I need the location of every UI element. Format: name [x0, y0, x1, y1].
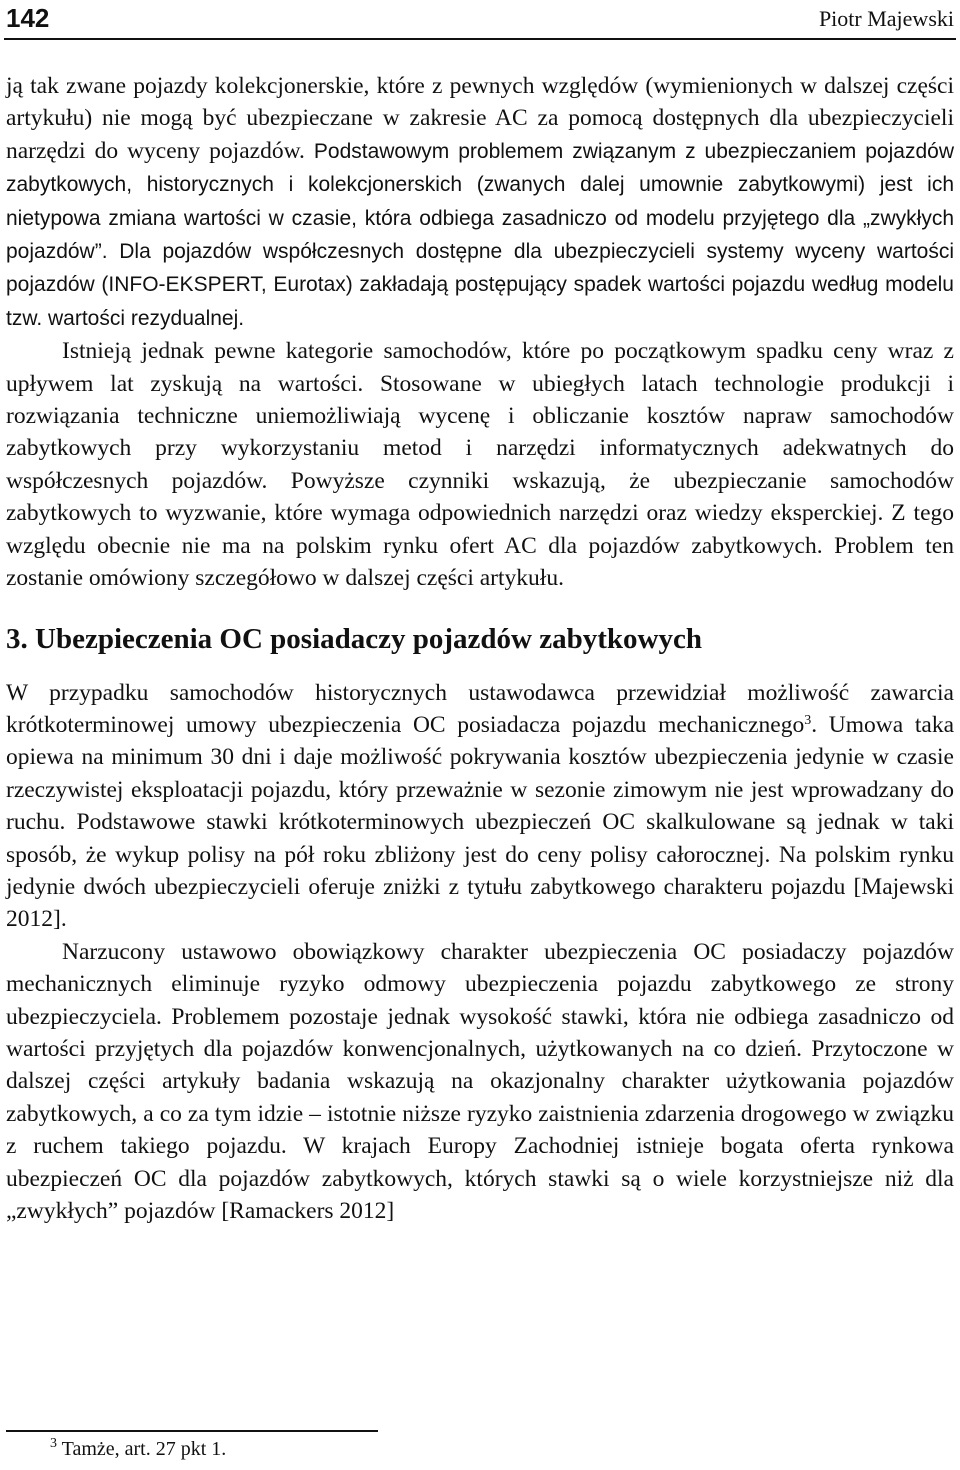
- page-number: 142: [6, 3, 50, 33]
- footnote-text: Tamże, art. 27 pkt 1.: [57, 1438, 227, 1460]
- paragraph-3-text-start: W przypadku samochodów historycznych ustawodawca przewidział możliwość zawarcia krótkoterminowej umowy ubezpieczenia OC posiadacza pojazdu mechanicznego: [6, 679, 954, 738]
- paragraph-3-text-end: . Umowa taka opiewa na minimum 30 dni i daje możliwość pokrywania kosztów ubezpieczenia jedynie w czasie rzeczywistej eksploatacji pojazdu, który przeważnie w sezonie zimowym nie jest wprowadzany do ruchu. Podstawowe stawki krótkoterminowych ubezpieczeń OC skalkulowane są jednak w taki sposób, że wykup polisy na pół roku zbliżony jest do ceny polisy całorocznej. Na polskim rynku jedynie dwóch ubezpieczycieli oferuje zniżki z tytułu zabytkowego charakteru pojazdu [Majewski 2012].: [6, 711, 954, 933]
- paragraph-1: [6, 70, 954, 335]
- section-heading: 3. Ubezpieczenia OC posiadaczy pojazdów zabytkowych: [6, 622, 702, 655]
- running-author: Piotr Majewski: [818, 6, 954, 31]
- footnote-marker: 3: [50, 1436, 57, 1451]
- header-rule: [4, 38, 956, 40]
- paragraph-2: Istnieją jednak pewne kategorie samochodów, które po początkowym spadku ceny wraz z upływem lat zyskują na wartości. Stosowane w ubiegłych latach technologie produkcji i rozwiązania techniczne uniemożliwiają wycenę i obliczanie kosztów napraw samochodów zabytkowych przy wykorzystaniu metod i narzędzi informatycznych adekwatnych do współczesnych pojazdów. Powyższe czynniki wskazują, że ubezpieczanie samochodów zabytkowych to wyzwanie, które wymaga odpowiednich narzędzi oraz wiedzy eksperckiej. Z tego względu obecnie nie ma na polskim rynku ofert AC dla pojazdów zabytkowych. Problem ten zostanie omówiony szczegółowo w dalszej części artykułu.: [6, 338, 954, 592]
- footnote-rule: [6, 1430, 378, 1432]
- footnote: [50, 1438, 226, 1461]
- paragraph-3: [6, 677, 954, 936]
- footnote-reference: 3: [804, 712, 812, 728]
- paragraph-1-sans-part: Podstawowym problemem związanym z ubezpieczaniem pojazdów zabytkowych, historycznych i kolekcjonerskich (zwanych dalej umownie zabytkowymi) jest ich nietypowa zmiana wartości w czasie, która odbiega zasadniczo od modelu przyjętego dla „zwykłych pojazdów”. Dla pojazdów współczesnych dostępne dla ubezpieczycieli systemy wyceny wartości pojazdów (INFO-EKSPERT, Eurotax) zakładają postępujący spadek wartości pojazdu według modelu tzw. wartości rezydualnej.: [6, 139, 954, 330]
- paragraph-4: Narzucony ustawowo obowiązkowy charakter ubezpieczenia OC posiadaczy pojazdów mechanicznych eliminuje ryzyko odmowy ubezpieczenia pojazdu zabytkowego ze strony ubezpieczyciela. Problemem pozostaje jednak wysokość stawki, która nie odbiega zasadniczo od wartości przyjętych dla pojazdów konwencjonalnych, użytkowanych na co dzień. Przytoczone w dalszej części artykuły badania wskazują na okazjonalny charakter użytkowania pojazdów zabytkowych, a co za tym idzie – istotnie niższe ryzyko zaistnienia zdarzenia drogowego w związku z ruchem takiego pojazdu. W krajach Europy Zachodniej istnieje bogata oferta rynkowa ubezpieczeń OC dla pojazdów zabytkowych, których stawki są o wiele korzystniejsze niż dla „zwykłych” pojazdów [Ramackers 2012]: [6, 938, 954, 1224]
- running-header: [0, 0, 960, 38]
- body-text: [6, 70, 954, 1227]
- paragraph-1-serif-part: ją tak zwane pojazdy kolekcjonerskie, które z pewnych względów (wymienionych w dalszej części artykułu) nie mogą być ubezpieczane w zakresie AC za pomocą dostępnych dla ubezpieczycieli narzędzi do wyceny pojazdów.: [6, 73, 954, 164]
